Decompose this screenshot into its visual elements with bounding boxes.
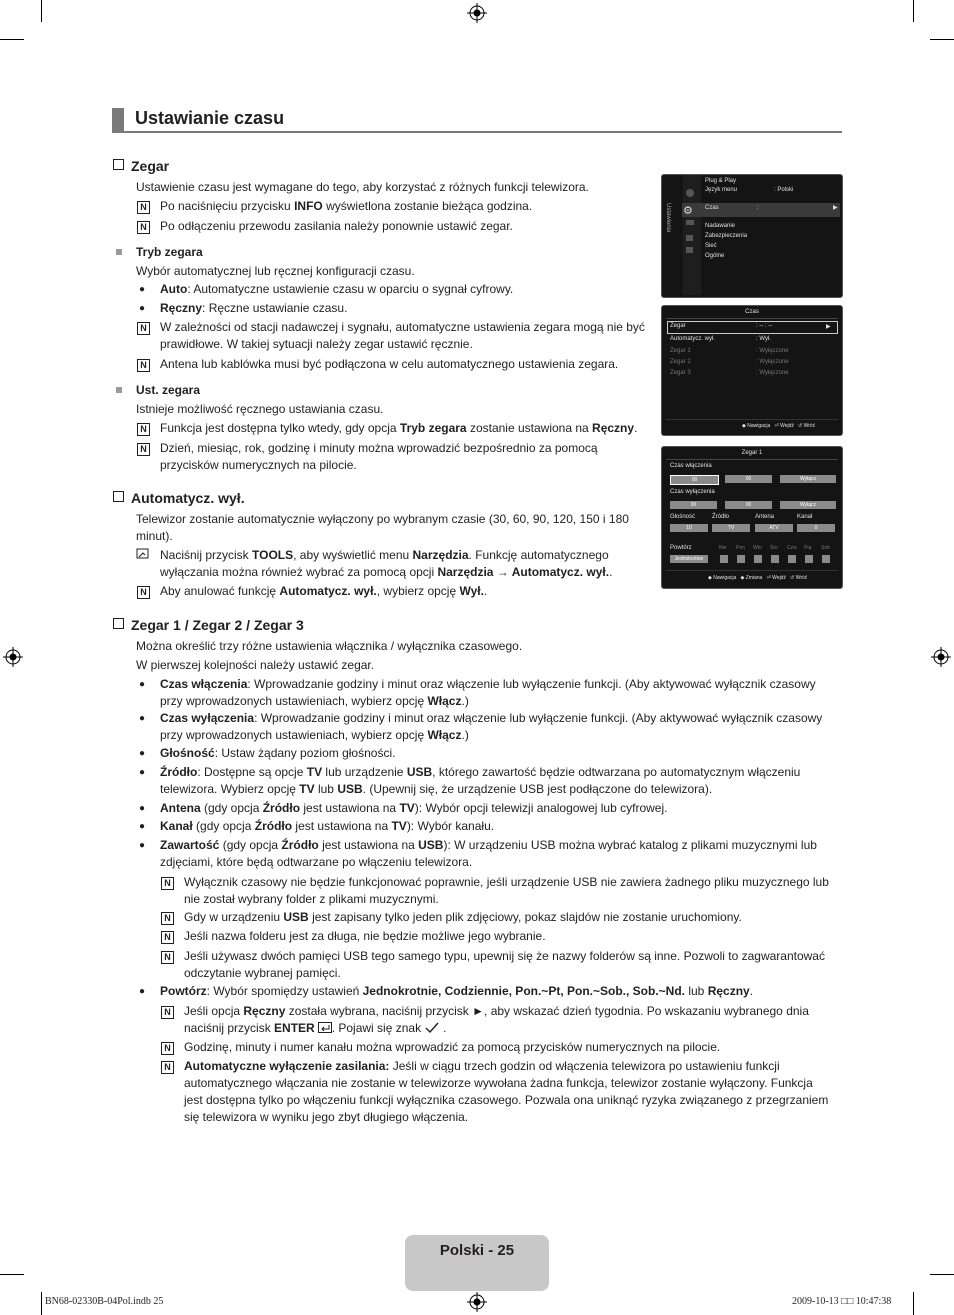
note: prawidłowe. W takiej sytuacji należy zegar ustawić ręcznie. bbox=[160, 337, 473, 351]
tv-settings-menu-screenshot bbox=[661, 174, 843, 298]
on-toggle-field[interactable]: Wyłącz bbox=[780, 475, 836, 483]
subheading-ust-zegara: Ust. zegara bbox=[136, 383, 201, 397]
field-label: Antena bbox=[755, 514, 775, 520]
menu-item[interactable]: Ogólne bbox=[705, 253, 725, 259]
volume-field[interactable]: 10 bbox=[670, 524, 708, 532]
bullet-icon: ● bbox=[139, 748, 146, 759]
menu-item[interactable]: Sieć bbox=[705, 243, 717, 249]
paragraph: Można określić trzy różne ustawienia włącznika / wyłącznika czasowego. bbox=[136, 639, 523, 653]
tv-time-menu-screenshot bbox=[661, 305, 843, 436]
day-checkbox[interactable] bbox=[788, 555, 796, 563]
crop-mark bbox=[41, 1292, 42, 1315]
bullet-text: przy wprowadzonych ustawieniach, wybierz opcję Włącz.) bbox=[160, 728, 469, 742]
on-hour-field[interactable]: 00 bbox=[670, 475, 719, 485]
arrow-right-icon: ▶ bbox=[833, 205, 838, 211]
bullet-text: zdjęciami, które będą odtwarzane po włączeniu telewizora. bbox=[160, 855, 473, 869]
bullet-icon: ● bbox=[139, 821, 146, 832]
registration-mark-icon bbox=[931, 647, 951, 667]
menu-item-selected[interactable]: Zegar bbox=[670, 323, 686, 329]
note-icon: N bbox=[161, 1042, 174, 1055]
day-label: Pon bbox=[736, 545, 745, 551]
note-icon: N bbox=[161, 1006, 174, 1019]
bullet-icon: ● bbox=[139, 303, 146, 314]
crop-mark bbox=[0, 39, 24, 40]
note: Po odłączeniu przewodu zasilania należy ponownie ustawić zegar. bbox=[160, 219, 513, 233]
crop-mark bbox=[0, 1274, 24, 1275]
menu-item-selected[interactable]: Czas bbox=[705, 205, 719, 211]
menu-value: : Wył. bbox=[756, 336, 771, 342]
bullet-icon: ● bbox=[139, 840, 146, 851]
day-label: Wto bbox=[753, 545, 762, 551]
menu-item[interactable]: Zegar 2 bbox=[670, 359, 691, 365]
bullet-text: przy wprowadzonych ustawieniach, wybierz opcję Włącz.) bbox=[160, 694, 469, 708]
crop-mark bbox=[930, 39, 954, 40]
bullet-text: Głośność: Ustaw żądany poziom głośności. bbox=[160, 746, 396, 760]
section-heading-zegar123: Zegar 1 / Zegar 2 / Zegar 3 bbox=[113, 617, 304, 633]
title-accent-bar bbox=[112, 108, 124, 131]
bullet-text: Ręczny: Ręczne ustawianie czasu. bbox=[160, 301, 348, 315]
bullet-text: telewizora. Wybierz opcję TV lub USB. (Upewnij się, że urządzenie USB jest podłączone do telewizora). bbox=[160, 782, 713, 796]
bullet-icon: ● bbox=[139, 767, 146, 778]
paragraph: W pierwszej kolejności należy ustawić zegar. bbox=[136, 658, 375, 672]
note: Automatyczne wyłączenie zasilania: Jeśli w ciągu trzech godzin od włączenia telewizora po ustawieniu funkcji bbox=[184, 1059, 780, 1073]
bullet-icon: ● bbox=[139, 803, 146, 814]
paragraph: Wybór automatycznej lub ręcznej konfiguracji czasu. bbox=[136, 264, 415, 278]
note: Naciśnij przycisk TOOLS, aby wyświetlić menu Narzędzia. Funkcję automatycznego bbox=[160, 548, 609, 562]
bullet-text: Powtórz: Wybór spomiędzy ustawień Jednokrotnie, Codziennie, Pon.~Pt, Pon.~Sob., Sob.~Nd. lub Ręczny. bbox=[160, 984, 754, 998]
note-icon: N bbox=[161, 1061, 174, 1074]
title-rule bbox=[112, 131, 842, 133]
day-checkbox[interactable] bbox=[737, 555, 745, 563]
note-icon: N bbox=[161, 877, 174, 890]
note-icon: N bbox=[137, 443, 150, 456]
note: przycisków numerycznych na pilocie. bbox=[160, 458, 357, 472]
menu-item[interactable]: Nadawanie bbox=[705, 223, 736, 229]
field-label: Głośność bbox=[670, 514, 696, 520]
day-label: Nie bbox=[719, 545, 727, 551]
note: wyłączania można również wybrać za pomocą opcji Narzędzia → Automatycz. wył.. bbox=[160, 565, 613, 579]
note: Gdy w urządzeniu USB jest zapisany tylko jeden plik zdjęciowy, pokaz slajdów nie zostanie uruchomiony. bbox=[184, 910, 742, 924]
note: nie został wybrany folder z plikami muzycznymi. bbox=[184, 892, 439, 906]
square-bullet-icon bbox=[116, 249, 122, 255]
note: Jeśli nazwa folderu jest za długa, nie będzie możliwe jego wybranie. bbox=[184, 929, 546, 943]
paragraph: minut). bbox=[136, 529, 173, 543]
note: Antena lub kablówka musi być podłączona w celu automatycznego ustawienia zegara. bbox=[160, 357, 619, 371]
repeat-field[interactable]: Jednokrotnie bbox=[670, 555, 708, 563]
note: W zależności od stacji nadawczej i sygnału, automatyczne ustawienia zegara mogą nie być bbox=[160, 320, 645, 334]
off-toggle-field[interactable]: Wyłącz bbox=[780, 501, 836, 509]
menu-value: : Polski bbox=[774, 187, 794, 193]
menu-item[interactable]: Zegar 1 bbox=[670, 348, 691, 354]
checkbox-icon bbox=[113, 159, 124, 170]
bullet-text: Zawartość (gdy opcja Źródło jest ustawiona na USB): W urządzeniu USB można wybrać katalog z plikami muzycznymi lub bbox=[160, 838, 817, 852]
crop-mark bbox=[913, 0, 914, 22]
screen-title: Czas bbox=[745, 309, 759, 315]
screen-title: Zegar 1 bbox=[741, 450, 763, 456]
bullet-text: Źródło: Dostępne są opcje TV lub urządzenie USB, którego zawartość będzie odtwarzana po automatycznym włączeniu bbox=[160, 765, 801, 779]
note-icon: N bbox=[161, 931, 174, 944]
channel-field[interactable]: 0 bbox=[797, 524, 835, 532]
crop-mark bbox=[913, 1292, 914, 1315]
arrow-right-icon: ▶ bbox=[826, 324, 831, 330]
tv-timer-menu-screenshot bbox=[661, 446, 843, 589]
note: automatycznego włączania nie zostanie w telewizorze wywołana żadna funkcja, telewizor zostanie wyłączony. Funkcja bbox=[184, 1076, 813, 1090]
divider bbox=[666, 570, 838, 571]
day-label: Sob bbox=[821, 545, 830, 551]
note-icon: N bbox=[161, 912, 174, 925]
menu-item[interactable]: Zegar 3 bbox=[670, 370, 691, 376]
hint-bar: ◆ Nawigacja ⏎ Wejdź ↺ Wróć bbox=[742, 423, 816, 429]
note-icon: N bbox=[161, 951, 174, 964]
section-heading-zegar: Zegar bbox=[113, 158, 169, 174]
paragraph: Telewizor zostanie automatycznie wyłączony po wybranym czasie (30, 60, 90, 120, 150 i 180 bbox=[136, 512, 629, 526]
off-hour-field[interactable]: 00 bbox=[670, 501, 717, 509]
menu-value: : Wyłączone bbox=[756, 359, 789, 365]
square-bullet-icon bbox=[116, 387, 122, 393]
note-icon: N bbox=[137, 586, 150, 599]
note: Dzień, miesiąc, rok, godzinę i minuty można wprowadzić bezpośrednio za pomocą bbox=[160, 441, 598, 455]
checkmark-icon bbox=[425, 1022, 439, 1033]
field-label: Czas wyłączenia bbox=[670, 489, 715, 495]
menu-item[interactable]: Zabezpieczenia bbox=[705, 233, 748, 239]
menu-value: : Wyłączone bbox=[756, 348, 789, 354]
bullet-icon: ● bbox=[139, 679, 146, 690]
bullet-text: Czas wyłączenia: Wprowadzanie godziny i minut oraz włączenie lub wyłączenie funkcji. (Aby aktywować wyłącznik czasowy bbox=[160, 711, 823, 725]
note: jest dostępna tylko po włączeniu funkcji wyłącznika czasowego. Pozwala ona uniknąć ryzyka związanego z przegrzaniem bbox=[184, 1093, 829, 1107]
paragraph: Ustawienie czasu jest wymagane do tego, aby korzystać z różnych funkcji telewizora. bbox=[136, 180, 589, 194]
footer-file: BN68-02330B-04Pol.indb 25 bbox=[45, 1296, 164, 1307]
page-title: Ustawianie czasu bbox=[135, 108, 285, 128]
note-icon: N bbox=[137, 359, 150, 372]
divider bbox=[666, 459, 838, 460]
field-label: Czas włączenia bbox=[670, 463, 712, 469]
checkbox-icon bbox=[113, 491, 124, 502]
divider bbox=[666, 318, 838, 319]
page-number: Polski - 25 bbox=[439, 1242, 515, 1259]
day-label: Czw bbox=[787, 545, 797, 551]
day-checkbox[interactable] bbox=[805, 555, 813, 563]
input-icon bbox=[686, 235, 693, 241]
crop-mark bbox=[41, 0, 42, 22]
day-checkbox[interactable] bbox=[822, 555, 830, 563]
subheading-tryb-zegara: Tryb zegara bbox=[136, 245, 203, 259]
day-checkbox[interactable] bbox=[720, 555, 728, 563]
day-label: Śro bbox=[770, 545, 778, 551]
side-label: Ustawienia bbox=[665, 203, 671, 233]
bullet-icon: ● bbox=[139, 284, 146, 295]
note-icon: N bbox=[137, 423, 150, 436]
section-heading-auto-off: Automatycz. wył. bbox=[113, 490, 245, 506]
note-icon: N bbox=[137, 322, 150, 335]
field-label: Powtórz bbox=[670, 545, 692, 551]
enter-icon bbox=[318, 1022, 332, 1033]
bullet-icon: ● bbox=[139, 986, 146, 997]
antenna-field[interactable]: ATV bbox=[755, 524, 793, 532]
menu-value: : -- : -- bbox=[756, 323, 773, 329]
crop-mark bbox=[930, 1274, 954, 1275]
note-icon: N bbox=[137, 201, 150, 214]
selected-row-highlight bbox=[667, 321, 838, 334]
note: Wyłącznik czasowy nie będzie funkcjonować poprawnie, jeśli urządzenie USB nie zawiera żadnego pliku muzycznego lub bbox=[184, 875, 829, 889]
menu-item[interactable]: Język menu bbox=[705, 187, 738, 193]
bullet-icon: ● bbox=[139, 713, 146, 724]
source-field[interactable]: TV bbox=[712, 524, 750, 532]
picture-icon bbox=[686, 189, 694, 197]
menu-item[interactable]: Plug & Play bbox=[705, 178, 737, 184]
divider bbox=[666, 419, 838, 420]
day-label: Pią bbox=[804, 545, 812, 551]
note: Po naciśnięciu przycisku INFO wyświetlona zostanie bieżąca godzina. bbox=[160, 199, 533, 213]
day-checkbox[interactable] bbox=[771, 555, 779, 563]
registration-mark-icon bbox=[467, 3, 487, 23]
off-minute-field[interactable]: 00 bbox=[725, 501, 772, 509]
field-label: Źródło bbox=[712, 514, 730, 520]
bullet-text: Auto: Automatyczne ustawienie czasu w oparciu o sygnał cyfrowy. bbox=[160, 282, 514, 296]
bullet-text: Kanał (gdy opcja Źródło jest ustawiona na TV): Wybór kanału. bbox=[160, 819, 495, 833]
menu-item[interactable]: Automatycz. wył. bbox=[670, 336, 716, 342]
menu-value: : bbox=[757, 205, 759, 211]
menu-value: : Wyłączone bbox=[756, 370, 789, 376]
note-icon: N bbox=[137, 221, 150, 234]
gear-icon: ⚙ bbox=[683, 205, 693, 217]
channel-icon bbox=[686, 220, 694, 225]
note: naciśnij przycisk ENTER . Pojawi się znak . bbox=[184, 1021, 447, 1035]
note: Funkcja jest dostępna tylko wtedy, gdy opcja Tryb zegara zostanie ustawiona na Ręczny. bbox=[160, 421, 638, 435]
note: Jeśli opcja Ręczny została wybrana, naciśnij przycisk ►, aby wskazać dzień tygodnia. Po wskazaniu wybranego dnia bbox=[184, 1004, 809, 1018]
bullet-text: Czas włączenia: Wprowadzanie godziny i minut oraz włączenie lub wyłączenie funkcji. (Aby aktywować wyłącznik czasowy bbox=[160, 677, 816, 691]
day-checkbox[interactable] bbox=[754, 555, 762, 563]
on-minute-field[interactable]: 00 bbox=[725, 475, 772, 483]
hint-bar: ◆ Nawigacja ◆ Zmiana ⏎ Wejdź ↺ Wróć bbox=[708, 575, 808, 581]
registration-mark-icon bbox=[3, 647, 23, 667]
support-icon bbox=[686, 247, 693, 253]
note: odczytanie wybranej pamięci. bbox=[184, 966, 341, 980]
note: się telewizora w wyniku jego zbyt długiego włączenia. bbox=[184, 1110, 469, 1124]
field-label: Kanał bbox=[797, 514, 813, 520]
bullet-text: Antena (gdy opcja Źródło jest ustawiona na TV): Wybór opcji telewizji analogowej lub cyfrowej. bbox=[160, 801, 668, 815]
note: Aby anulować funkcję Automatycz. wył., wybierz opcję Wył.. bbox=[160, 584, 488, 598]
checkbox-icon bbox=[113, 618, 124, 629]
note: Godzinę, minuty i numer kanału można wprowadzić za pomocą przycisków numerycznych na pilocie. bbox=[184, 1040, 721, 1054]
paragraph: Istnieje możliwość ręcznego ustawiania czasu. bbox=[136, 402, 384, 416]
note: Jeśli używasz dwóch pamięci USB tego samego typu, upewnij się że nazwy folderów są inne. Pozwoli to zagwarantować bbox=[184, 949, 825, 963]
footer-date: 2009-10-13 □□ 10:47:38 bbox=[792, 1296, 892, 1307]
registration-mark-icon bbox=[467, 1292, 487, 1312]
tools-icon bbox=[136, 548, 150, 560]
